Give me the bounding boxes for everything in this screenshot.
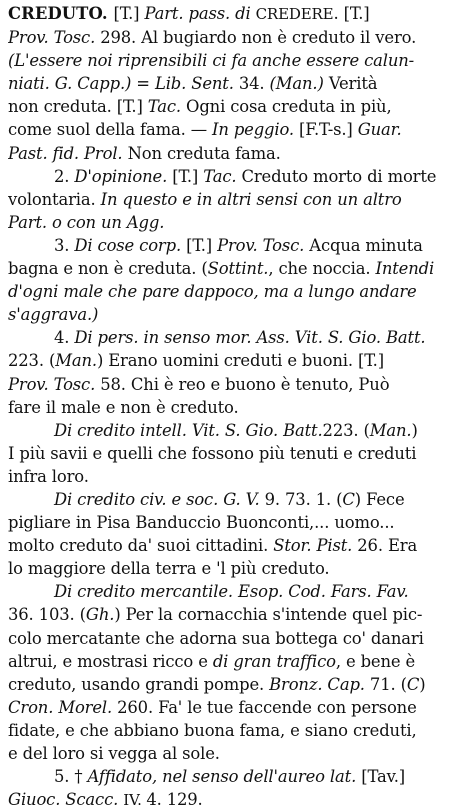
entry-line: 223. (Man.) Erano uomini creduti e buoni. [T.]: [8, 351, 384, 371]
entry-line: CREDUTO. [T.] Part. pass. di CREDERE. [T.]: [8, 4, 370, 23]
entry-subsense-civil: [8, 488, 466, 580]
entry-line: pigliare in Pisa Banduccio Buonconti,... uomo...: [8, 513, 395, 533]
entry-line: s'aggrava.): [8, 305, 99, 325]
entry-line: Prov. Tosc. 58. Chi è reo e buono è tenuto, Può: [8, 374, 390, 394]
entry-subsense-mercantile: [8, 580, 466, 765]
entry-subsense-intellectual: [8, 419, 466, 488]
entry-sense-4: [8, 326, 466, 418]
entry-line: infra loro.: [8, 466, 89, 486]
entry-line: 3. Di cose corp. [T.] Prov. Tosc. Acqua minuta: [54, 235, 423, 255]
entry-line: Di credito civ. e soc. G. V. 9. 73. 1. (C) Fece: [54, 489, 405, 509]
entry-line: e del loro si vegga al sole.: [8, 744, 220, 763]
entry-line: 2. D'opinione. [T.] Tac. Creduto morto di morte: [54, 166, 437, 186]
entry-line: volontaria. In questo e in altri sensi con un altro: [8, 189, 402, 209]
entry-line: I più savii e quelli che fossono più tenuti e creduti: [8, 443, 417, 463]
entry-line: molto creduto da' suoi cittadini. Stor. Pist. 26. Era: [8, 536, 418, 556]
entry-line: Giuoc. Scacc. IV. 4. 129.: [8, 790, 203, 810]
entry-line: creduto, usando grandi pompe. Bronz. Cap. 71. (C): [8, 674, 426, 694]
entry-line: lo maggiore della terra e 'l più creduto.: [8, 559, 330, 579]
entry-line: 5. † Affidato, nel senso dell'aureo lat. [Tav.]: [54, 767, 406, 787]
entry-line: 36. 103. (Gh.) Per la cornacchia s'intende quel pic-: [8, 605, 423, 625]
headword: CREDUTO.: [8, 4, 114, 23]
entry-line: come suol della fama. — In peggio. [F.T-s.] Guar.: [8, 120, 402, 140]
entry-line: 4. Di pers. in senso mor. Ass. Vit. S. Gio. Batt.: [54, 328, 426, 348]
entry-line: d'ogni male che pare dappoco, ma a lungo andare: [8, 282, 417, 302]
entry-line: altrui, e mostrasi ricco e di gran traffico, e bene è: [8, 651, 416, 671]
entry-line: colo mercatante che adorna sua bottega co' danari: [8, 628, 424, 648]
entry-line: Cron. Morel. 260. Fa' le tue faccende con persone: [8, 697, 417, 717]
entry-line: Prov. Tosc. 298. Al bugiardo non è creduto il vero.: [8, 28, 417, 48]
entry-line: niati. G. Capp.) = Lib. Sent. 34. (Man.) Verità: [8, 74, 378, 94]
entry-sense-1: [8, 2, 466, 165]
entry-sense-3: [8, 234, 466, 326]
entry-line: Part. o con un Agg.: [8, 212, 165, 232]
entry-line: Past. fid. Prol. Non creduta fama.: [8, 143, 281, 163]
entry-line: fare il male e non è creduto.: [8, 397, 239, 417]
entry-line: fidate, e che abbiano buona fama, e siano creduti,: [8, 720, 417, 740]
entry-line: bagna e non è creduta. (Sottint., che noccia. Intendi: [8, 259, 435, 279]
entry-sense-2: [8, 165, 466, 234]
entry-line: Di credito mercantile. Esop. Cod. Fars. Fav.: [54, 582, 409, 602]
entry-line: Di credito intell. Vit. S. Gio. Batt.223. (Man.): [54, 420, 418, 440]
entry-sense-5: [8, 765, 466, 812]
entry-line: (L'essere noi riprensibili ci fa anche essere calun-: [8, 51, 415, 71]
entry-line: non creduta. [T.] Tac. Ogni cosa creduta in più,: [8, 97, 392, 117]
